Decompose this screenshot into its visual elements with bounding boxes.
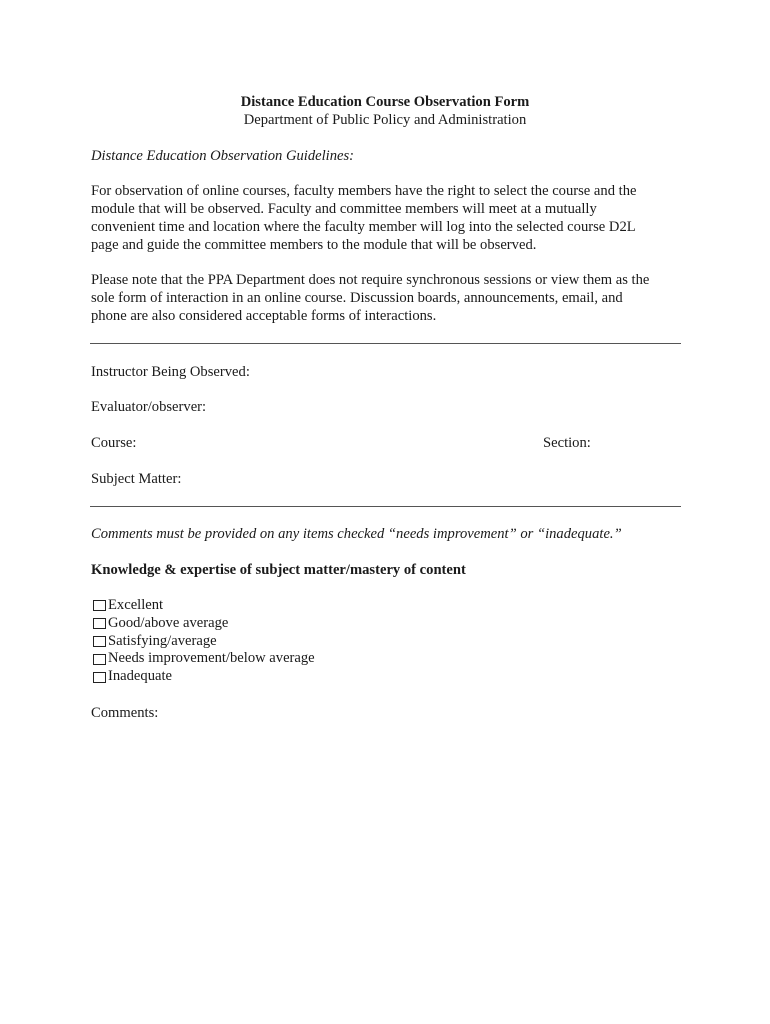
rating-option-inadequate[interactable] — [93, 668, 315, 686]
option-label: Inadequate — [108, 668, 173, 685]
criteria-heading: Knowledge & expertise of subject matter/mastery of content — [91, 562, 466, 578]
evaluator-field-label[interactable]: Evaluator/observer: — [91, 399, 207, 415]
rating-option-needs-improvement[interactable] — [93, 650, 315, 668]
paragraph-line: For observation of online courses, faculty members have the right to select the course and the — [91, 183, 637, 199]
checkbox[interactable] — [93, 618, 106, 629]
divider — [90, 506, 681, 507]
option-label: Needs improvement/below average — [108, 650, 315, 667]
comments-requirement-note: Comments must be provided on any items checked “needs improvement” or “inadequate.” — [91, 526, 622, 542]
paragraph-line: page and guide the committee members to the module that will be observed. — [91, 237, 537, 253]
option-label: Excellent — [108, 597, 164, 613]
checkbox[interactable] — [93, 654, 106, 665]
checkbox[interactable] — [93, 636, 106, 647]
paragraph-line: phone are also considered acceptable forms of interactions. — [91, 308, 437, 324]
option-label: Good/above average — [108, 614, 229, 631]
department-subtitle: Department of Public Policy and Administration — [243, 112, 527, 128]
checkbox[interactable] — [93, 672, 106, 683]
guidelines-heading: Distance Education Observation Guidelines: — [91, 148, 355, 164]
rating-option-excellent[interactable] — [93, 597, 315, 615]
instructor-field-label[interactable]: Instructor Being Observed: — [91, 364, 250, 380]
rating-option-satisfying[interactable] — [93, 633, 315, 651]
section-field-label[interactable]: Section: — [543, 435, 591, 451]
divider — [90, 343, 681, 344]
rating-options — [93, 597, 315, 686]
subject-field-label[interactable]: Subject Matter: — [91, 471, 182, 487]
guidelines-paragraph-2 — [91, 271, 691, 325]
course-field-label[interactable]: Course: — [91, 435, 137, 451]
paragraph-line: Please note that the PPA Department does not require synchronous sessions or view them as the — [91, 272, 650, 288]
comments-label[interactable]: Comments: — [91, 705, 159, 721]
option-label: Satisfying/average — [108, 632, 217, 649]
rating-option-good[interactable] — [93, 615, 315, 633]
paragraph-line: module that will be observed. Faculty and committee members will meet at a mutually — [91, 201, 597, 217]
guidelines-paragraph-1 — [91, 182, 691, 254]
form-title: Distance Education Course Observation Form — [240, 94, 530, 110]
checkbox[interactable] — [93, 600, 106, 611]
paragraph-line: sole form of interaction in an online course. Discussion boards, announcements, email, and — [91, 290, 623, 306]
paragraph-line: convenient time and location where the faculty member will log into the selected course D2L — [91, 219, 636, 235]
